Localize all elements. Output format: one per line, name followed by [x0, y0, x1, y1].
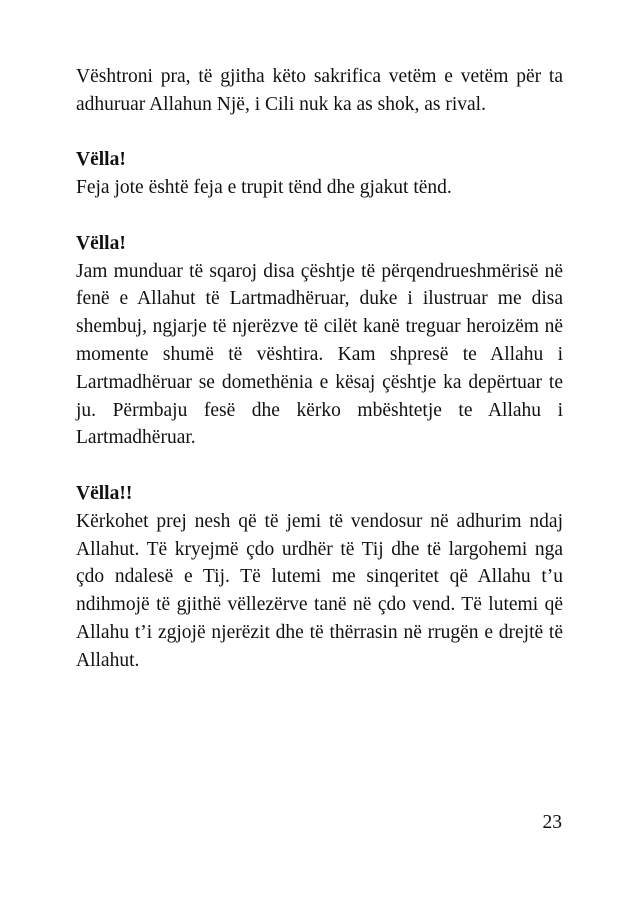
section-1 [76, 146, 563, 202]
section-body: Kërkohet prej nesh që të jemi të vendosur në adhurim ndaj Allahut. Të kryejmë çdo urdhër të Tij dhe të largohemi nga çdo ndalesë e Tij. Të lutemi me sinqeritet që Allahu t’u ndihmojë të gjithë vëllezërve tanë në çdo vend. Të lutemi që Allahu t’i zgjojë njerëzit dhe të thërrasin në rrugën e drejtë të Allahut. [76, 510, 563, 671]
section-2 [76, 230, 563, 452]
section-body: Feja jote është feja e trupit tënd dhe gjakut tënd. [76, 177, 452, 199]
intro-paragraph: Vështroni pra, të gjitha këto sakrifica vetëm e vetëm për ta adhuruar Allahun Një, i Cili nuk ka as shok, as rival. [76, 66, 563, 115]
section-heading: Vëlla! [76, 232, 126, 254]
page-number: 23 [542, 812, 562, 833]
section-heading: Vëlla! [76, 149, 126, 171]
section-heading: Vëlla!! [76, 482, 133, 504]
section-3 [76, 480, 563, 675]
page-content [76, 63, 563, 675]
section-body: Jam munduar të sqaroj disa çështje të përqendrueshmërisë në fenë e Allahut të Lartmadhëruar, duke i ilustruar me disa shembuj, ngjarje të njerëzve të cilët kanë treguar heroizëm në momente shumë të vështira. Kam shpresë te Allahu i Lartmadhëruar se domethënia e kësaj çështje ka depërtuar te ju. Përmbaju fesë dhe kërko mbështetje te Allahu i Lartmadhëruar. [76, 260, 563, 449]
